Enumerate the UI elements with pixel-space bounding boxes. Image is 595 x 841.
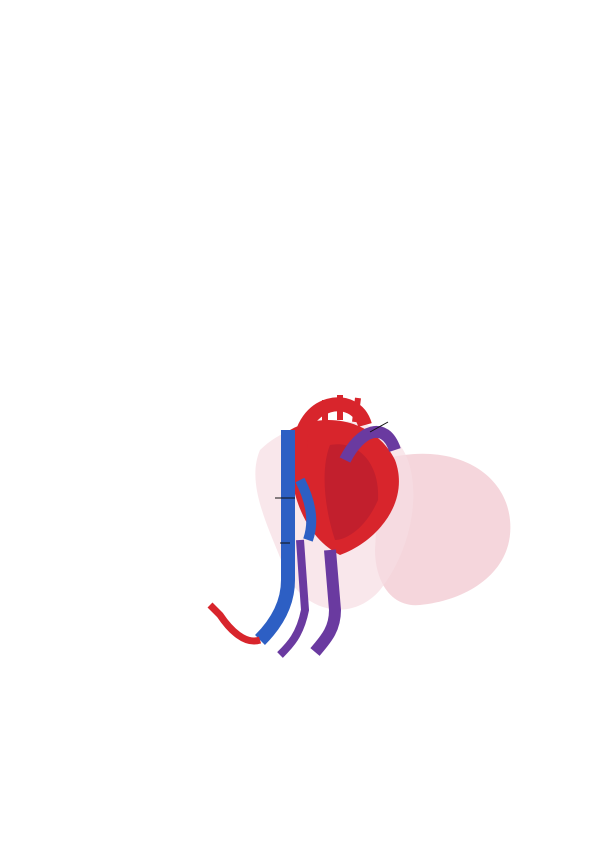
umbilical-vein xyxy=(210,605,260,641)
fetal-circulation-figure xyxy=(150,390,520,675)
fetal-circulation-diagram xyxy=(150,390,520,675)
